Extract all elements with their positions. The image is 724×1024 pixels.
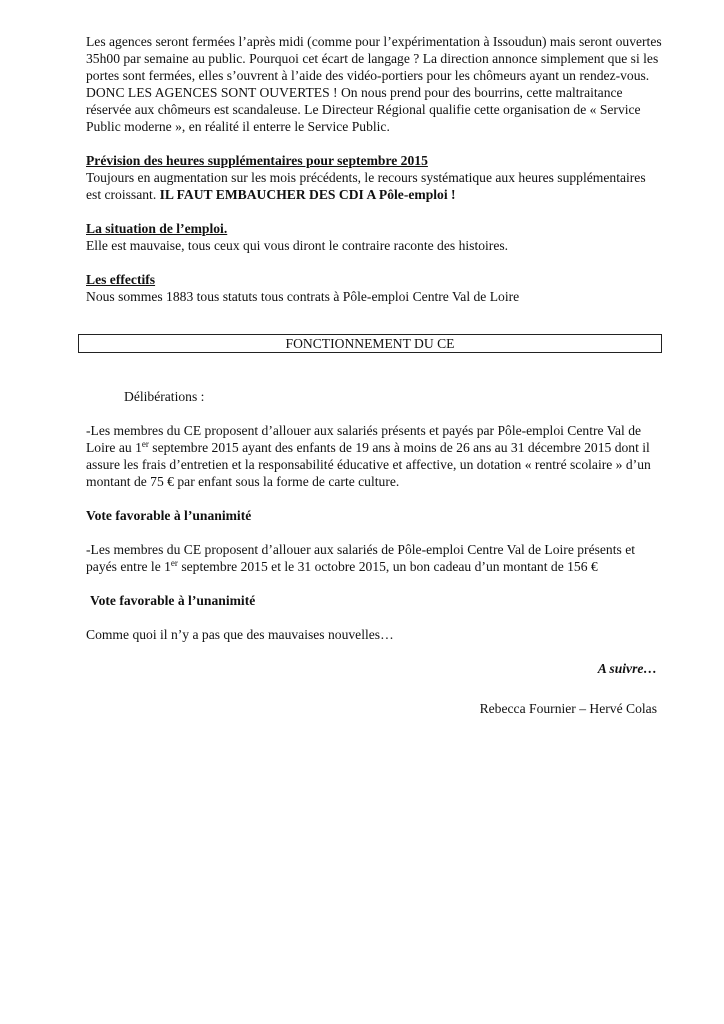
deliberation-2-text-a: -Les membres du CE proposent d’allouer aux salariés de Pôle-emploi Centre Val de Loire présents et payés entre le 1 <box>86 542 635 574</box>
deliberation-item-1 <box>86 422 666 490</box>
overtime-paragraph <box>86 169 662 203</box>
employment-section <box>86 220 662 254</box>
staff-section <box>86 271 662 305</box>
deliberation-1-text-b: septembre 2015 ayant des enfants de 19 ans à moins de 26 ans au 31 décembre 2015 dont il assure les frais d’entretien et la responsabilité éducative et affective, un dotation « rentré scolaire » d’un montant de 75 € par enfant sous la forme de carte culture. <box>86 440 651 489</box>
document-upper <box>86 33 662 305</box>
staff-paragraph: Nous sommes 1883 tous statuts tous contrats à Pôle-emploi Centre Val de Loire <box>86 289 520 304</box>
deliberation-item-2 <box>86 541 666 575</box>
signatures: Rebecca Fournier – Hervé Colas <box>479 701 657 716</box>
deliberations-label: Délibérations : <box>124 389 205 404</box>
overtime-emphasis: IL FAUT EMBAUCHER DES CDI A Pôle-emploi ! <box>159 187 456 202</box>
overtime-text: Toujours en augmentation sur les mois précédents, le recours systématique aux heures supplémentaires est croissant. <box>86 170 646 202</box>
overtime-section <box>86 152 662 203</box>
employment-paragraph: Elle est mauvaise, tous ceux qui vous diront le contraire raconte des histoires. <box>86 238 509 253</box>
staff-heading: Les effectifs <box>86 272 156 287</box>
employment-heading: La situation de l’emploi. <box>86 221 228 236</box>
deliberation-1-text-a: -Les membres du CE proposent d’allouer aux salariés présents et payés par Pôle-emploi Centre Val de Loire au 1 <box>86 423 642 455</box>
document-lower <box>86 388 666 717</box>
to-follow-note: A suivre… <box>597 661 657 676</box>
ce-section-title: FONCTIONNEMENT DU CE <box>78 334 662 353</box>
deliberation-2-superscript: er <box>170 558 178 568</box>
deliberation-2-text-b: septembre 2015 et le 31 octobre 2015, un bon cadeau d’un montant de 156 € <box>177 559 598 574</box>
overtime-heading: Prévision des heures supplémentaires pour septembre 2015 <box>86 153 428 168</box>
deliberation-1-superscript: er <box>141 439 149 449</box>
intro-paragraph: Les agences seront fermées l’après midi (comme pour l’expérimentation à Issoudun) mais seront ouvertes 35h00 par semaine au public. Pourquoi cet écart de langage ? La direction annonce simplement que si les portes sont fermées, elles s’ouvrent à l’aide des vidéo-portiers pour les chômeurs ayant un rendez-vous. DONC LES AGENCES SONT OUVERTES ! On nous prend pour des bourrins, cette maltraitance réservée aux chômeurs est scandaleuse. Le Directeur Régional qualifie cette organisation de « Service Public moderne », en réalité il enterre le Service Public. <box>86 34 662 134</box>
vote-result-1: Vote favorable à l’unanimité <box>86 508 252 523</box>
vote-result-2: Vote favorable à l’unanimité <box>90 593 256 608</box>
closing-remark: Comme quoi il n’y a pas que des mauvaises nouvelles… <box>86 627 394 642</box>
